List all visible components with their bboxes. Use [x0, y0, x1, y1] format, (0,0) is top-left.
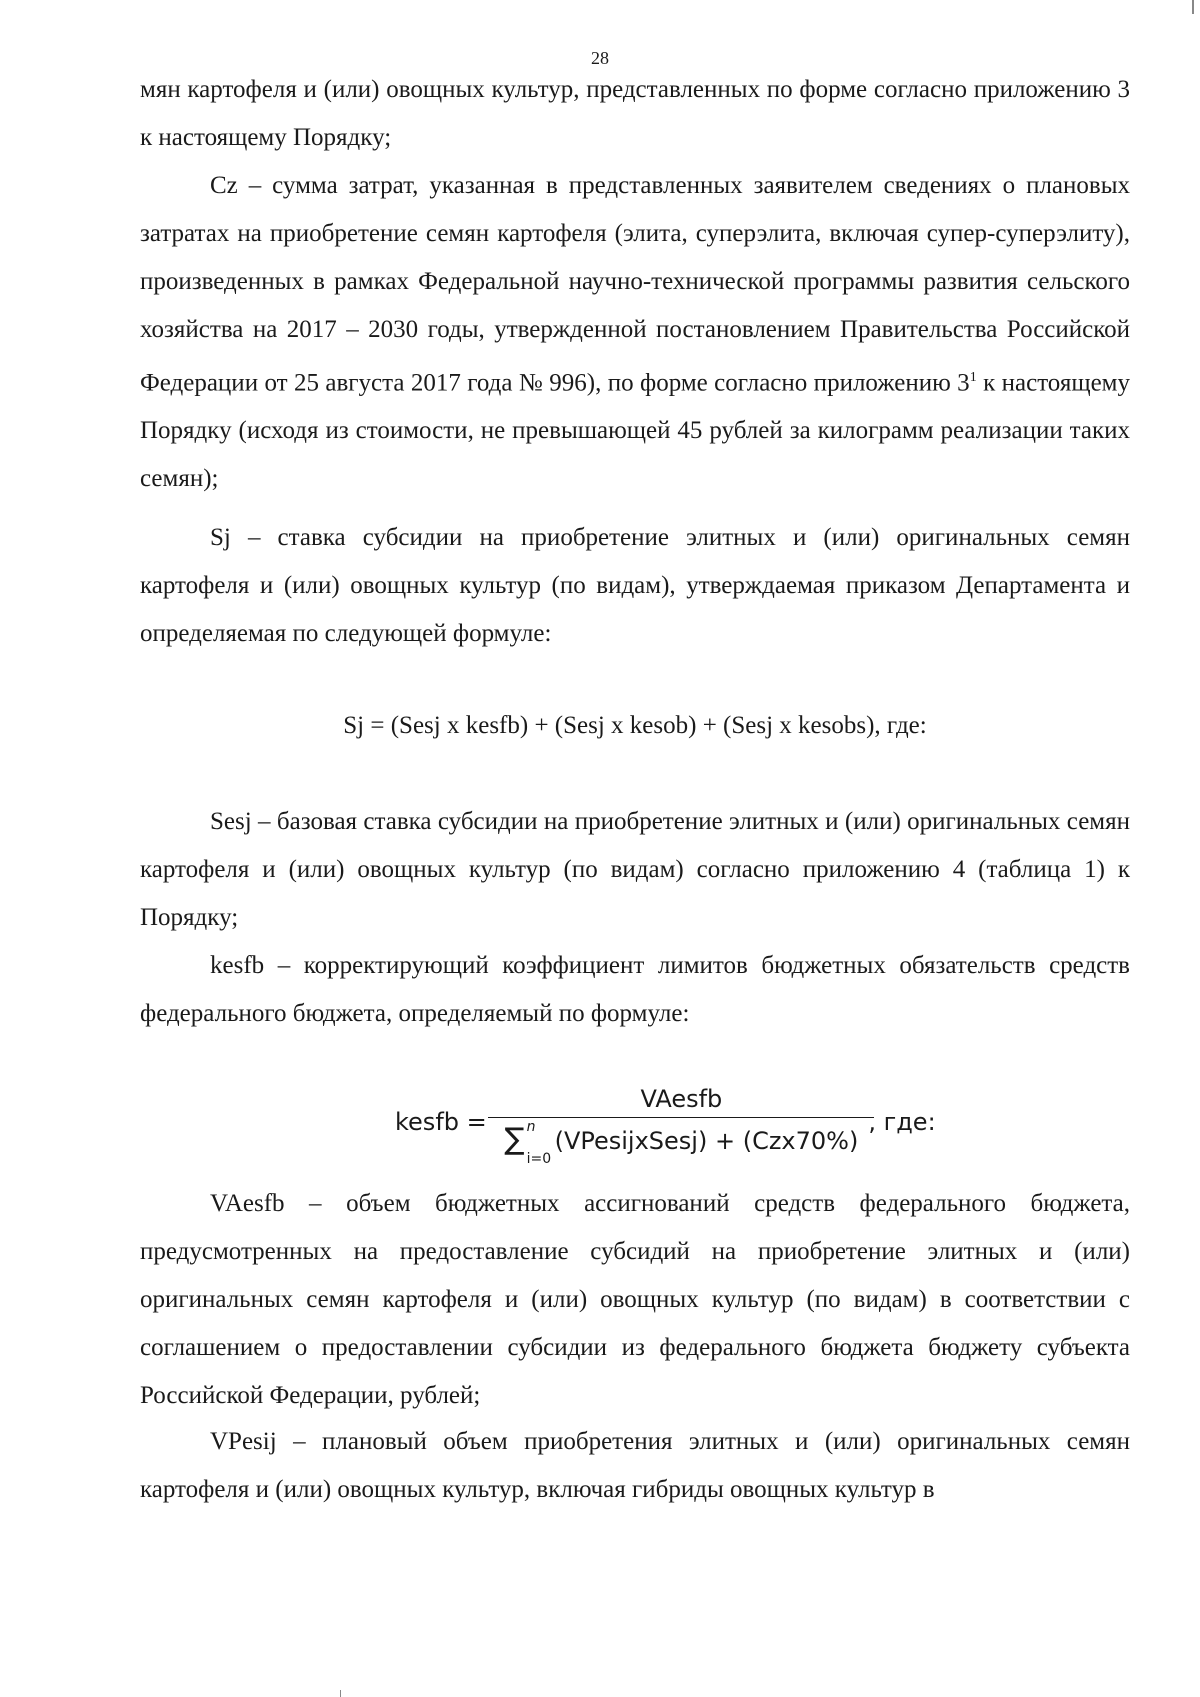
paragraph-vaesfb [140, 1180, 1130, 1420]
sum-upper-limit: n [526, 1119, 536, 1135]
page-number: 28 [591, 48, 609, 68]
formula-lhs: kesfb = [395, 1108, 495, 1136]
paragraph-3: Sj – ставка субсидии на приобретение элитных и (или) оригинальных семян картофеля и (или) овощных культур (по видам), утверждаемая приказом Департамента и определяемая по следующей формуле: [140, 524, 1130, 647]
sum-lower-limit: i=0 [526, 1151, 552, 1167]
superscript: 1 [969, 370, 977, 385]
paragraph-7: VPesij – плановый объем приобретения элитных и (или) оригинальных семян картофеля и (или) овощных культур, включая гибриды овощных культур в [140, 1428, 1130, 1503]
sum-symbol: ∑ [504, 1122, 525, 1157]
formula-sj: Sj = (Sesj x kesfb) + (Sesj x kesob) + (Sesj x kesobs), где: [343, 712, 927, 739]
paragraph-sesj [140, 798, 1130, 942]
paragraph-cz [140, 162, 1130, 503]
paragraph-vpesij [140, 1418, 1130, 1514]
paragraph-2 [140, 162, 1130, 503]
paragraph-kesfb [140, 942, 1130, 1038]
sum-limits [525, 1119, 555, 1167]
paragraph-1: мян картофеля и (или) овощных культур, представленных по форме согласно приложению 3 к настоящему Порядку; [140, 76, 1130, 151]
paragraph-6: VAesfb – объем бюджетных ассигнований средств федерального бюджета, предусмотренных на предоставление субсидий на приобретение элитных и (или) оригинальных семян картофеля и (или) овощных культур (по видам) в соответствии с соглашением о предоставлении субсидии из федерального бюджета бюджету субъекта Российской Федерации, рублей; [140, 1190, 1130, 1409]
fraction [498, 1085, 864, 1167]
fraction-denominator [498, 1118, 864, 1167]
paragraph-sj [140, 514, 1130, 658]
paragraph-2-text: Cz – сумма затрат, указанная в представленных заявителем сведениях о плановых затратах на приобретение семян картофеля (элита, суперэлита, включая супер-суперэлиту), произведенных в рамках Федеральной научно-технической программы развития сельского хозяйства на 2017 – 2030 годы, утвержденной постановлением Правительства Российской Федерации от 25 августа 2017 года № 996), по форме согласно приложению 3 [140, 172, 1130, 397]
denominator-expression: (VPesijxSesj) + (Czx70%) [554, 1127, 859, 1155]
scan-artifact [1192, 0, 1194, 14]
formula-kesfb [395, 1085, 936, 1167]
fraction-numerator: VAesfb [488, 1085, 874, 1118]
paragraph-2-tail: к настоящему Порядку (исходя из стоимости, не превышающей 45 рублей за килограмм реализации таких семян); [140, 369, 1130, 493]
scan-artifact [340, 1690, 341, 1697]
paragraph-5: kesfb – корректирующий коэффициент лимитов бюджетных обязательств средств федерального бюджета, определяемый по формуле: [140, 952, 1130, 1027]
paragraph-4: Sesj – базовая ставка субсидии на приобретение элитных и (или) оригинальных семян картофеля и (или) овощных культур (по видам) согласно приложению 4 (таблица 1) к Порядку; [140, 808, 1130, 931]
formula-suffix: , где: [868, 1108, 936, 1136]
paragraph-continuation [140, 66, 1130, 162]
